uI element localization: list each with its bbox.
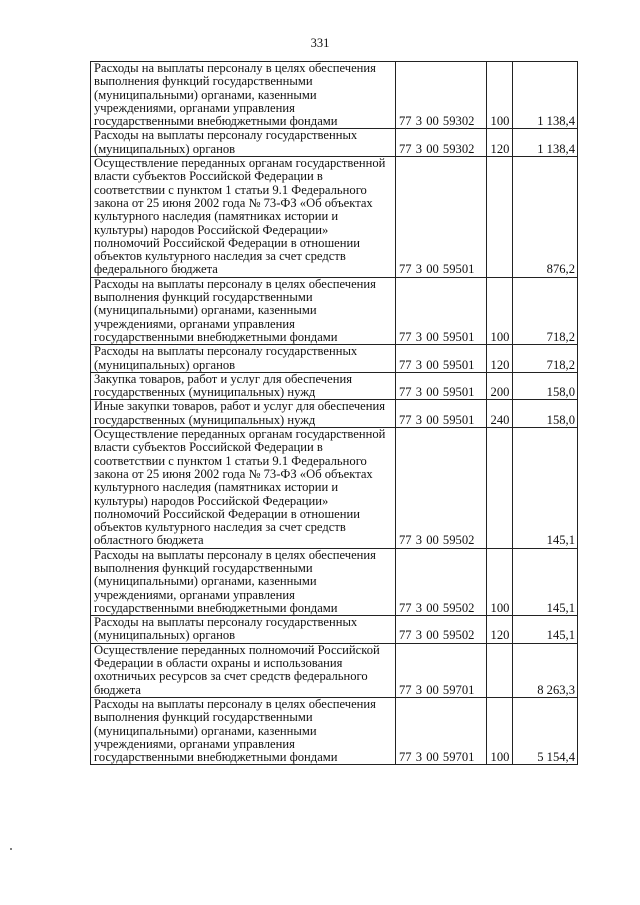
table-row xyxy=(91,548,578,615)
table-row xyxy=(91,62,578,129)
row-target-code: 77 3 00 59701 xyxy=(396,697,487,764)
row-name: Закупка товаров, работ и услуг для обеспечения государственных (муниципальных) нужд xyxy=(91,372,396,400)
table-row xyxy=(91,277,578,344)
page-number: 331 xyxy=(310,36,330,50)
row-target-code: 77 3 00 59302 xyxy=(396,129,487,157)
table-row xyxy=(91,428,578,549)
row-expense-type: 200 xyxy=(487,372,513,400)
row-target-code: 77 3 00 59502 xyxy=(396,428,487,549)
row-sum: 145,1 xyxy=(513,616,578,644)
table-row xyxy=(91,129,578,157)
row-name: Расходы на выплаты персоналу государственных (муниципальных) органов xyxy=(91,345,396,373)
row-target-code: 77 3 00 59501 xyxy=(396,157,487,278)
row-sum: 718,2 xyxy=(513,277,578,344)
table-row xyxy=(91,616,578,644)
row-sum: 145,1 xyxy=(513,548,578,615)
row-name: Осуществление переданных полномочий Российской Федерации в области охраны и использования охотничьих ресурсов за счет средств федерального бюджета xyxy=(91,643,396,697)
row-expense-type: 100 xyxy=(487,62,513,129)
row-target-code: 77 3 00 59501 xyxy=(396,372,487,400)
row-name: Расходы на выплаты персоналу в целях обеспечения выполнения функций государственными (муниципальными) органами, казенными учреждениями, органами управления государственными внебюджетными фондами xyxy=(91,548,396,615)
row-sum: 8 263,3 xyxy=(513,643,578,697)
row-target-code: 77 3 00 59502 xyxy=(396,616,487,644)
row-expense-type xyxy=(487,157,513,278)
row-name: Расходы на выплаты персоналу государственных (муниципальных) органов xyxy=(91,129,396,157)
row-target-code: 77 3 00 59302 xyxy=(396,62,487,129)
row-expense-type: 120 xyxy=(487,616,513,644)
row-name: Расходы на выплаты персоналу в целях обеспечения выполнения функций государственными (муниципальными) органами, казенными учреждениями, органами управления государственными внебюджетными фондами xyxy=(91,277,396,344)
row-expense-type xyxy=(487,428,513,549)
table-row xyxy=(91,643,578,697)
table-row xyxy=(91,157,578,278)
budget-table xyxy=(90,61,578,765)
row-target-code: 77 3 00 59501 xyxy=(396,400,487,428)
row-sum: 718,2 xyxy=(513,345,578,373)
table-row xyxy=(91,372,578,400)
row-expense-type: 120 xyxy=(487,345,513,373)
row-sum: 158,0 xyxy=(513,372,578,400)
table-row xyxy=(91,697,578,764)
row-expense-type: 120 xyxy=(487,129,513,157)
row-target-code: 77 3 00 59502 xyxy=(396,548,487,615)
row-target-code: 77 3 00 59501 xyxy=(396,277,487,344)
row-name: Расходы на выплаты персоналу государственных (муниципальных) органов xyxy=(91,616,396,644)
row-expense-type: 100 xyxy=(487,548,513,615)
row-sum: 1 138,4 xyxy=(513,129,578,157)
row-name: Иные закупки товаров, работ и услуг для обеспечения государственных (муниципальных) нужд xyxy=(91,400,396,428)
budget-table-body xyxy=(91,62,578,765)
row-sum: 145,1 xyxy=(513,428,578,549)
row-expense-type xyxy=(487,643,513,697)
row-expense-type: 100 xyxy=(487,697,513,764)
row-sum: 1 138,4 xyxy=(513,62,578,129)
row-sum: 5 154,4 xyxy=(513,697,578,764)
table-row xyxy=(91,345,578,373)
row-name: Осуществление переданных органам государственной власти субъектов Российской Федерации в соответствии с пунктом 1 статьи 9.1 Федерального закона от 25 июня 2002 года № 73-ФЗ «Об объектах культурного наследия (памятниках истории и культуры) народов Российской Федерации» полномочий Российской Федерации в отношении объектов культурного наследия за счет средств федерального бюджета xyxy=(91,157,396,278)
row-name: Осуществление переданных органам государственной власти субъектов Российской Федерации в соответствии с пунктом 1 статьи 9.1 Федерального закона от 25 июня 2002 года № 73-ФЗ «Об объектах культурного наследия (памятниках истории и культуры) народов Российской Федерации» полномочий Российской Федерации в отношении объектов культурного наследия за счет средств областного бюджета xyxy=(91,428,396,549)
row-expense-type: 100 xyxy=(487,277,513,344)
row-sum: 158,0 xyxy=(513,400,578,428)
row-name: Расходы на выплаты персоналу в целях обеспечения выполнения функций государственными (муниципальными) органами, казенными учреждениями, органами управления государственными внебюджетными фондами xyxy=(91,697,396,764)
row-sum: 876,2 xyxy=(513,157,578,278)
scan-speck xyxy=(10,848,12,850)
row-expense-type: 240 xyxy=(487,400,513,428)
table-row xyxy=(91,400,578,428)
row-name: Расходы на выплаты персоналу в целях обеспечения выполнения функций государственными (муниципальными) органами, казенными учреждениями, органами управления государственными внебюджетными фондами xyxy=(91,62,396,129)
row-target-code: 77 3 00 59501 xyxy=(396,345,487,373)
row-target-code: 77 3 00 59701 xyxy=(396,643,487,697)
